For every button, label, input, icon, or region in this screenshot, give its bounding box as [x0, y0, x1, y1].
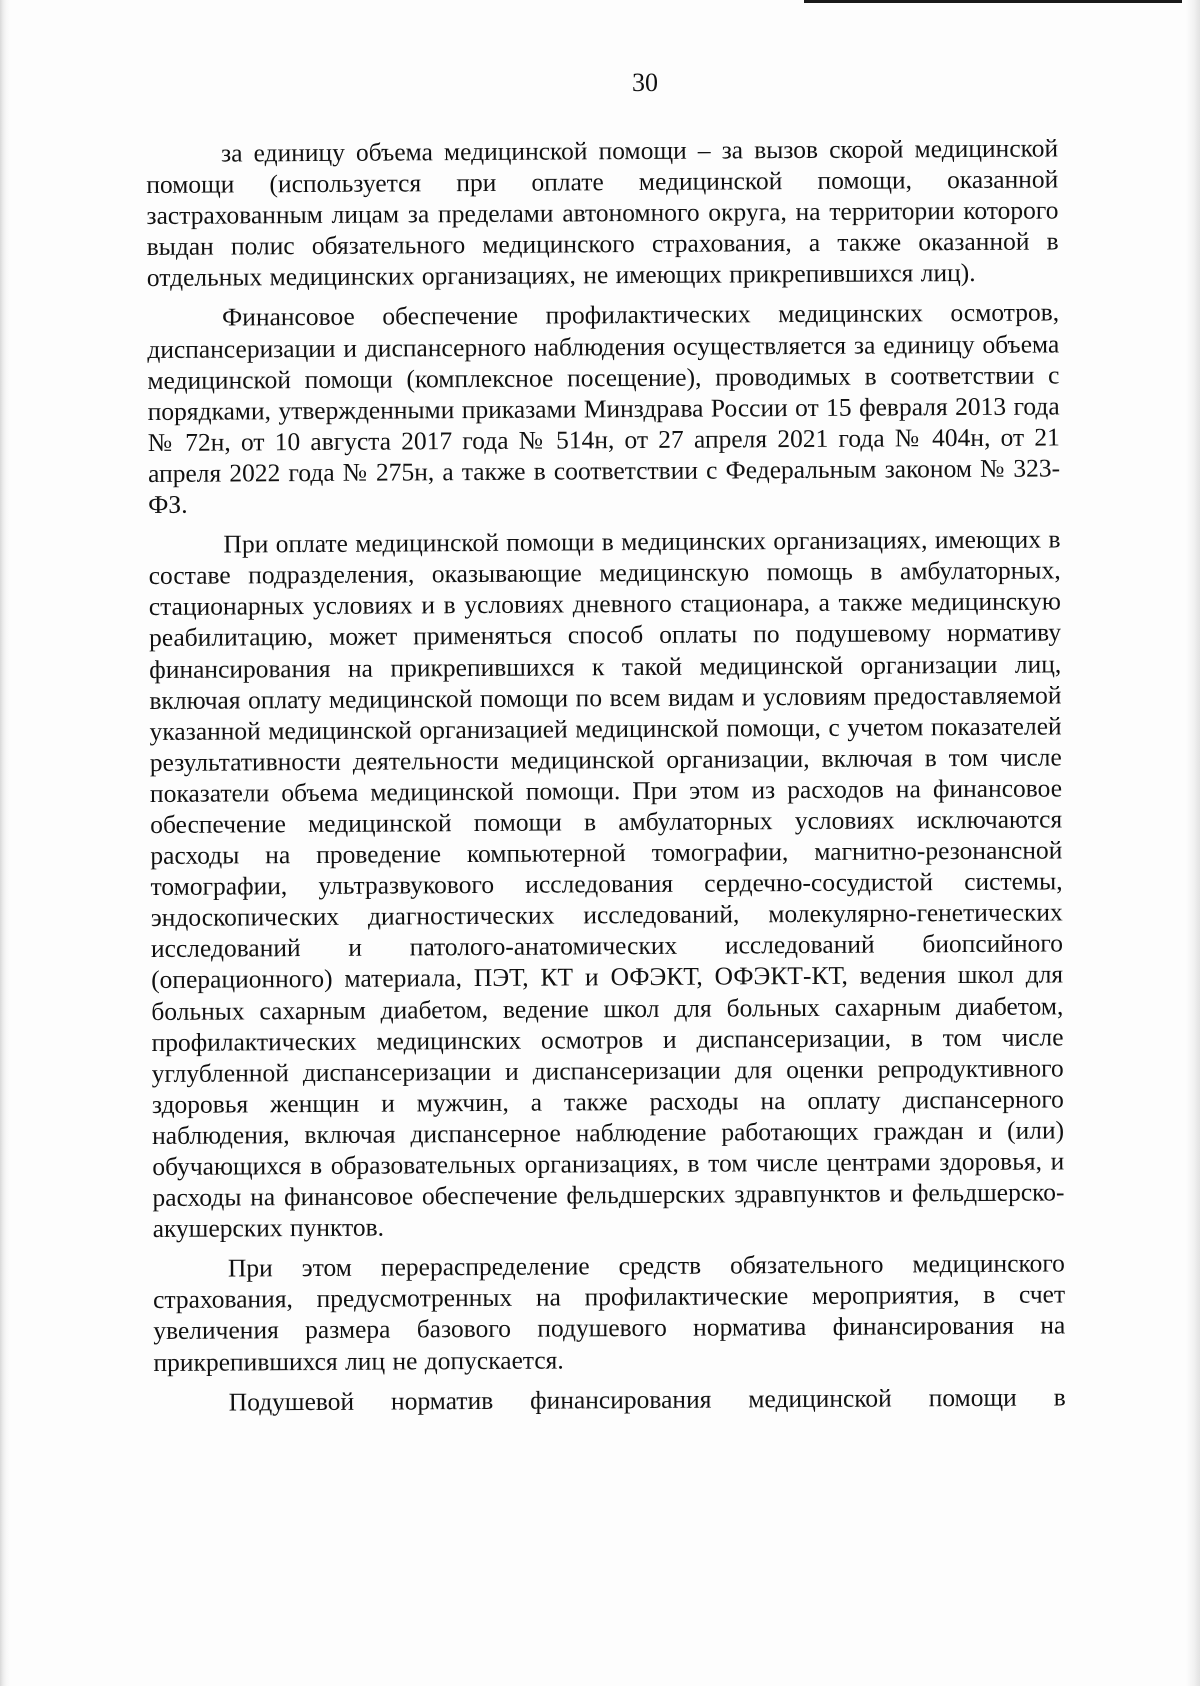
- page-number: 30: [632, 68, 658, 97]
- scan-edge-left: [0, 0, 10, 1686]
- paragraph-per-capita-payment: При оплате медицинской помощи в медицинских организациях, имеющих в составе подразделения, оказывающие медицинскую помощь в амбулаторных, стационарных условиях и в условиях дневного стационара, а также медицинскую реабилитацию, может применяться способ оплаты по подушевому нормативу финансирования на прикрепившихся к такой медицинской организации лиц, включая оплату медицинской помощи по всем видам и условиям предоставляемой указанной медицинской организацией медицинской помощи, с учетом показателей результативности деятельности медицинской организации, включая в том числе показатели объема медицинской помощи. При этом из расходов на финансовое обеспечение медицинской помощи в амбулаторных условиях исключаются расходы на проведение компьютерной томографии, магнитно-резонансной томографии, ультразвукового исследования сердечно-сосудистой системы, эндоскопических диагностических исследований, молекулярно-генетических исследований и патолого-анатомических исследований биопсийного (операционного) материала, ПЭТ, КТ и ОФЭКТ, ОФЭКТ-КТ, ведения школ для больных сахарным диабетом, ведение школ для больных сахарным диабетом, профилактических медицинских осмотров и диспансеризации, в том числе углубленной диспансеризации и диспансеризации для оценки репродуктивного здоровья женщин и мужчин, а также расходы на оплату диспансерного наблюдения, включая диспансерное наблюдение работающих граждан и (или) обучающихся в образовательных организациях, в том числе центрами здоровья, и расходы на финансовое обеспечение фельдшерских здравпунктов и фельдшерско-акушерских пунктов.: [148, 524, 1065, 1244]
- top-rule-line: [804, 0, 1182, 3]
- paragraph-redistribution-prohibited: При этом перераспределение средств обязательного медицинского страхования, предусмотренных на профилактические мероприятия, в счет увеличения размера базового подушевого норматива финансирования на прикрепившихся лиц не допускается.: [153, 1248, 1066, 1377]
- paragraph-per-capita-standard: Подушевой норматив финансирования медицинской помощи в: [228, 1382, 1066, 1417]
- paragraph-emergency-care-payment: за единицу объема медицинской помощи – за вызов скорой медицинской помощи (используется при оплате медицинской помощи, оказанной застрахованным лицам за пределами автономного округа, на территории которого выдан полис обязательного медицинского страхования, а также оказанной в отдельных медицинских организациях, не имеющих прикрепившихся лиц).: [146, 133, 1059, 293]
- scan-edge-right: [1186, 0, 1200, 1686]
- paragraph-preventive-exams-funding: Финансовое обеспечение профилактических медицинских осмотров, диспансеризации и диспансерного наблюдения осуществляется за единицу объема медицинской помощи (комплексное посещение), проводимых в соответствии с порядками, утвержденными приказами Минздрава России от 15 февраля 2013 года № 72н, от 10 августа 2017 года № 514н, от 27 апреля 2021 года № 404н, от 21 апреля 2022 года № 275н, а также в соответствии с Федеральным законом № 323-ФЗ.: [147, 297, 1061, 520]
- body-text: [146, 132, 1066, 1417]
